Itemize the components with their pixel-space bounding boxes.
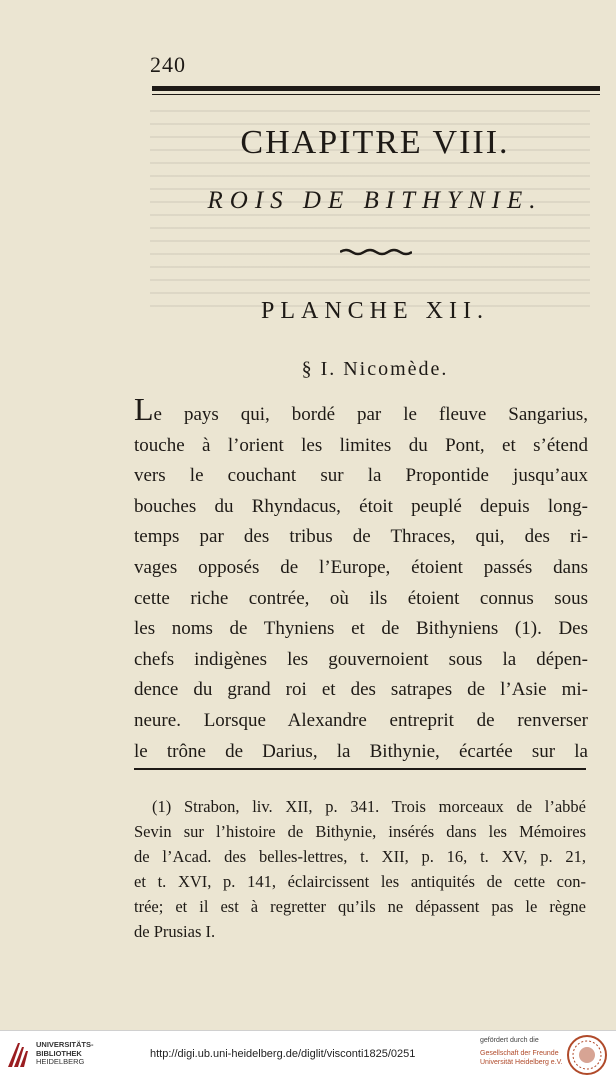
library-logo-icon[interactable] (6, 1039, 32, 1069)
footnote-line: Sevin sur l’histoire de Bithynie, insérés dans les Mémoires (134, 822, 586, 841)
body-line: cette riche contrée, où ils étoient connus sous (134, 587, 588, 609)
body-line: neure. Lorsque Alexandre entreprit de renverser (134, 709, 588, 731)
ornament-divider (340, 248, 412, 256)
body-line: Le pays qui, bordé par le fleuve Sangarius, (134, 399, 588, 431)
body-line: chefs indigènes les gouvernoient sous la dépen- (134, 648, 588, 670)
page-number: 240 (150, 52, 186, 77)
chapter-subtitle: ROIS DE BITHYNIE. (207, 187, 543, 214)
body-line: les noms de Thyniens et de Bithyniens (1). Des (134, 618, 588, 640)
permalink-url[interactable]: http://digi.ub.uni-heidelberg.de/diglit/visconti1825/0251 (150, 1048, 416, 1060)
footnote-line: et t. XVI, p. 141, éclaircissent les antiquités de cette con- (134, 872, 586, 891)
section-heading: § I. Nicomède. (301, 358, 449, 380)
footnote-rule (134, 768, 586, 770)
body-line: vages opposés de l’Europe, étoient passés dans (134, 556, 588, 578)
library-name[interactable]: UNIVERSITÄTS- BIBLIOTHEK HEIDELBERG (36, 1040, 94, 1066)
body-line: dence du grand roi et des satrapes de l’Asie mi- (134, 679, 588, 701)
body-line: vers le couchant sur la Propontide jusqu’aux (134, 465, 588, 487)
footnote-line: (1) Strabon, liv. XII, p. 341. Trois morceaux de l’abbé (152, 797, 586, 816)
body-line: touche à l’orient les limites du Pont, et s’étend (134, 434, 588, 456)
sponsor-name[interactable]: Gesellschaft der Freunde Universität Heidelberg e.V. (480, 1050, 563, 1066)
footnote (134, 794, 586, 944)
body-paragraph (134, 399, 588, 767)
footnote-line: de l’Acad. des belles-lettres, t. XII, p. 16, t. XV, p. 21, (134, 847, 586, 866)
footnote-line: trée; et il est à regretter qu’ils ne dépassent pas le règne (134, 897, 586, 916)
university-seal-icon[interactable] (566, 1034, 608, 1076)
drop-initial: L (134, 399, 154, 427)
header-rule (152, 86, 600, 95)
body-line: le trône de Darius, la Bithynie, écartée sur la (134, 740, 588, 762)
sponsor-label: gefördert durch die (480, 1037, 539, 1044)
body-line: bouches du Rhyndacus, étoit peuplé depuis long- (134, 495, 588, 517)
viewer-footer (0, 1030, 616, 1078)
body-line: temps par des tribus de Thraces, qui, des ri- (134, 526, 588, 548)
footnote-line: de Prusias I. (134, 922, 216, 941)
chapter-title: CHAPITRE VIII. (240, 124, 510, 161)
plate-title: PLANCHE XII. (261, 298, 489, 324)
